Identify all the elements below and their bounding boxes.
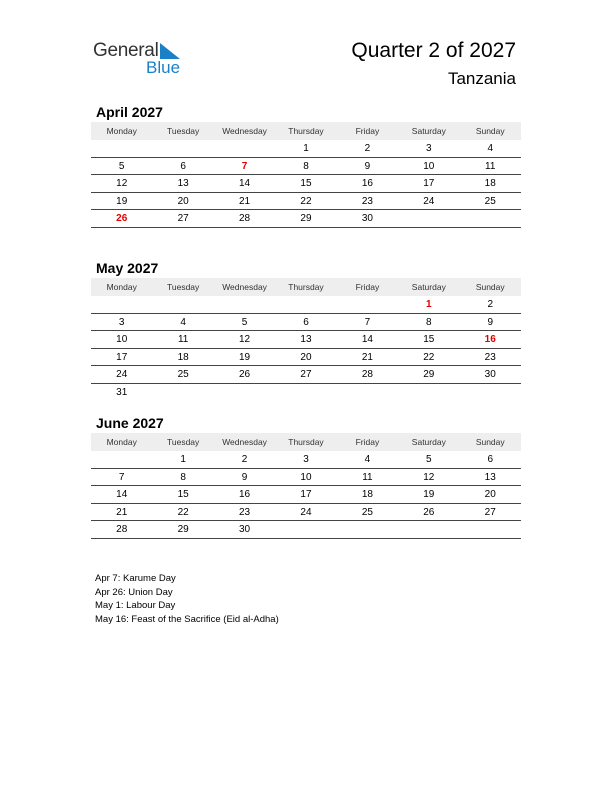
- week-row: [91, 331, 521, 349]
- country-name: Tanzania: [447, 69, 516, 88]
- day-cell: [152, 384, 213, 402]
- day-cell: 3: [426, 143, 432, 154]
- day-cell: 13: [484, 471, 496, 483]
- day-cell: 10: [116, 334, 128, 346]
- day-cell: 27: [300, 369, 312, 381]
- day-cell: 26: [423, 506, 435, 518]
- day-cell: 11: [485, 160, 496, 172]
- holiday-notes: [95, 572, 279, 626]
- day-cell: 24: [300, 506, 312, 518]
- week-row: [91, 451, 521, 469]
- weekday-label: Saturday: [411, 437, 446, 447]
- weekday-label: Wednesday: [222, 126, 267, 136]
- week-row: [91, 158, 521, 176]
- day-cell: 19: [116, 195, 128, 207]
- day-cell: 2: [487, 299, 494, 310]
- weekday-label: Sunday: [475, 437, 505, 447]
- day-cell: 8: [426, 316, 432, 328]
- day-cell: 23: [238, 506, 251, 518]
- day-cell: 30: [361, 213, 373, 225]
- day-cell: 29: [300, 213, 312, 225]
- logo-triangle-icon: [160, 43, 180, 59]
- day-cell: [460, 210, 521, 227]
- day-cell: 25: [177, 369, 189, 381]
- day-cell: 16: [484, 334, 496, 346]
- day-cell: 25: [361, 506, 373, 518]
- day-cell: 9: [364, 160, 371, 172]
- day-cell: 22: [300, 195, 312, 207]
- holiday-note: May 16: Feast of the Sacrifice (Eid al-Adha): [95, 613, 279, 625]
- day-cell: 20: [484, 489, 496, 501]
- day-cell: 18: [361, 489, 373, 501]
- week-row: [91, 175, 521, 193]
- day-cell: 13: [300, 334, 312, 346]
- week-row: [91, 366, 521, 384]
- day-cell: 14: [238, 178, 251, 190]
- day-cell: 6: [303, 316, 309, 328]
- day-cell: 12: [423, 471, 435, 483]
- weekday-header: [91, 278, 521, 296]
- day-cell: 21: [238, 195, 251, 207]
- logo-blue-text: Blue: [146, 58, 181, 77]
- day-cell: 8: [303, 160, 309, 172]
- day-cell: 30: [238, 524, 251, 536]
- day-cell: [152, 296, 213, 313]
- day-cell: 6: [487, 454, 494, 465]
- day-cell: 4: [364, 454, 371, 465]
- day-cell: 30: [484, 369, 496, 381]
- day-cell: 29: [423, 369, 435, 381]
- day-cell: 2: [241, 454, 248, 465]
- weekday-label: Sunday: [475, 282, 505, 292]
- day-cell: 13: [177, 178, 189, 190]
- day-cell: 31: [116, 386, 128, 398]
- week-row: [91, 504, 521, 522]
- day-cell: 21: [116, 506, 128, 518]
- day-cell: 29: [177, 524, 189, 536]
- day-cell: 15: [423, 334, 435, 346]
- day-cell: [337, 384, 398, 402]
- week-row: [91, 486, 521, 504]
- day-cell: [275, 521, 336, 538]
- weekday-header: [91, 433, 521, 451]
- day-cell: 18: [177, 351, 189, 363]
- weekday-label: Tuesday: [166, 126, 200, 136]
- day-cell: 3: [118, 316, 125, 328]
- logo-general-text: General: [93, 40, 159, 61]
- day-cell: 15: [177, 489, 189, 501]
- day-cell: [214, 296, 275, 313]
- day-cell: [91, 140, 152, 157]
- day-cell: 7: [364, 316, 371, 328]
- weekday-label: Wednesday: [222, 282, 267, 292]
- day-cell: 25: [484, 195, 496, 207]
- week-row: [91, 384, 521, 402]
- day-cell: 6: [180, 160, 186, 172]
- weekday-label: Tuesday: [166, 437, 200, 447]
- day-cell: 16: [238, 489, 251, 501]
- month-title: June 2027: [96, 415, 164, 431]
- day-cell: 26: [116, 213, 128, 225]
- day-cell: 21: [361, 351, 373, 363]
- day-cell: 28: [116, 524, 128, 536]
- week-row: [91, 210, 521, 228]
- day-cell: 1: [303, 143, 309, 154]
- holiday-note: Apr 26: Union Day: [95, 586, 173, 598]
- day-cell: 17: [300, 489, 312, 501]
- day-cell: 28: [238, 213, 251, 225]
- day-cell: [337, 296, 398, 313]
- month-grid: [91, 140, 521, 228]
- week-row: [91, 349, 521, 367]
- month-april: [91, 102, 521, 228]
- day-cell: 19: [423, 489, 435, 501]
- day-cell: 19: [238, 351, 251, 363]
- day-cell: [91, 451, 152, 468]
- day-cell: 12: [238, 334, 251, 346]
- day-cell: 23: [484, 351, 496, 363]
- day-cell: 10: [300, 471, 312, 483]
- weekday-label: Thursday: [288, 282, 324, 292]
- month-grid: [91, 296, 521, 402]
- day-cell: 8: [180, 471, 186, 483]
- week-row: [91, 193, 521, 211]
- day-cell: [337, 521, 398, 538]
- month-title: April 2027: [96, 104, 163, 120]
- day-cell: 14: [361, 334, 373, 346]
- day-cell: 3: [303, 454, 309, 465]
- day-cell: 24: [116, 369, 128, 381]
- weekday-label: Friday: [355, 437, 380, 447]
- day-cell: 14: [116, 489, 128, 501]
- weekday-label: Wednesday: [222, 437, 267, 447]
- week-row: [91, 314, 521, 332]
- day-cell: [152, 140, 213, 157]
- page-title: Quarter 2 of 2027: [351, 39, 516, 62]
- day-cell: [275, 296, 336, 313]
- day-cell: 17: [116, 351, 128, 363]
- day-cell: 26: [238, 369, 251, 381]
- day-cell: 10: [423, 160, 435, 172]
- weekday-label: Thursday: [288, 126, 324, 136]
- day-cell: 2: [364, 143, 371, 154]
- day-cell: [398, 521, 459, 538]
- day-cell: [214, 140, 275, 157]
- month-june: [91, 413, 521, 539]
- holiday-note: Apr 7: Karume Day: [95, 573, 176, 584]
- day-cell: 11: [177, 334, 189, 346]
- day-cell: 27: [177, 213, 189, 225]
- week-row: [91, 296, 521, 314]
- day-cell: 7: [118, 471, 125, 483]
- day-cell: [398, 210, 459, 227]
- weekday-label: Monday: [106, 282, 137, 292]
- day-cell: [214, 384, 275, 402]
- weekday-header: [91, 122, 521, 140]
- weekday-label: Friday: [355, 126, 380, 136]
- day-cell: 27: [484, 506, 496, 518]
- day-cell: 9: [241, 471, 248, 483]
- day-cell: 28: [361, 369, 373, 381]
- day-cell: [460, 384, 521, 402]
- day-cell: 22: [177, 506, 189, 518]
- weekday-label: Monday: [106, 126, 137, 136]
- month-title: May 2027: [96, 260, 159, 276]
- weekday-label: Saturday: [411, 282, 446, 292]
- day-cell: 4: [487, 143, 494, 154]
- week-row: [91, 140, 521, 158]
- title-block: [351, 38, 516, 91]
- weekday-label: Saturday: [411, 126, 446, 136]
- day-cell: 16: [361, 178, 373, 190]
- weekday-label: Friday: [355, 282, 380, 292]
- day-cell: 9: [487, 316, 494, 328]
- day-cell: 12: [116, 178, 128, 190]
- day-cell: 4: [180, 316, 186, 328]
- day-cell: 20: [177, 195, 189, 207]
- week-row: [91, 521, 521, 539]
- weekday-label: Sunday: [475, 126, 505, 136]
- holiday-note: May 1: Labour Day: [95, 600, 176, 612]
- weekday-label: Thursday: [288, 437, 324, 447]
- day-cell: 18: [484, 178, 496, 190]
- day-cell: 5: [241, 316, 248, 328]
- day-cell: 24: [423, 195, 435, 207]
- month-may: [91, 258, 521, 402]
- week-row: [91, 469, 521, 487]
- generalblue-logo: [93, 40, 193, 80]
- day-cell: [275, 384, 336, 402]
- day-cell: 20: [300, 351, 312, 363]
- day-cell: 17: [423, 178, 435, 190]
- day-cell: 11: [362, 471, 373, 483]
- day-cell: 1: [426, 299, 432, 310]
- month-grid: [91, 451, 521, 539]
- day-cell: 15: [300, 178, 312, 190]
- day-cell: 5: [118, 160, 125, 172]
- day-cell: 1: [180, 454, 186, 465]
- day-cell: [91, 296, 152, 313]
- weekday-label: Tuesday: [166, 282, 200, 292]
- day-cell: 23: [361, 195, 373, 207]
- day-cell: 22: [423, 351, 435, 363]
- day-cell: 5: [426, 454, 432, 465]
- weekday-label: Monday: [106, 437, 137, 447]
- day-cell: [460, 521, 521, 538]
- day-cell: [398, 384, 459, 402]
- day-cell: 7: [241, 160, 248, 172]
